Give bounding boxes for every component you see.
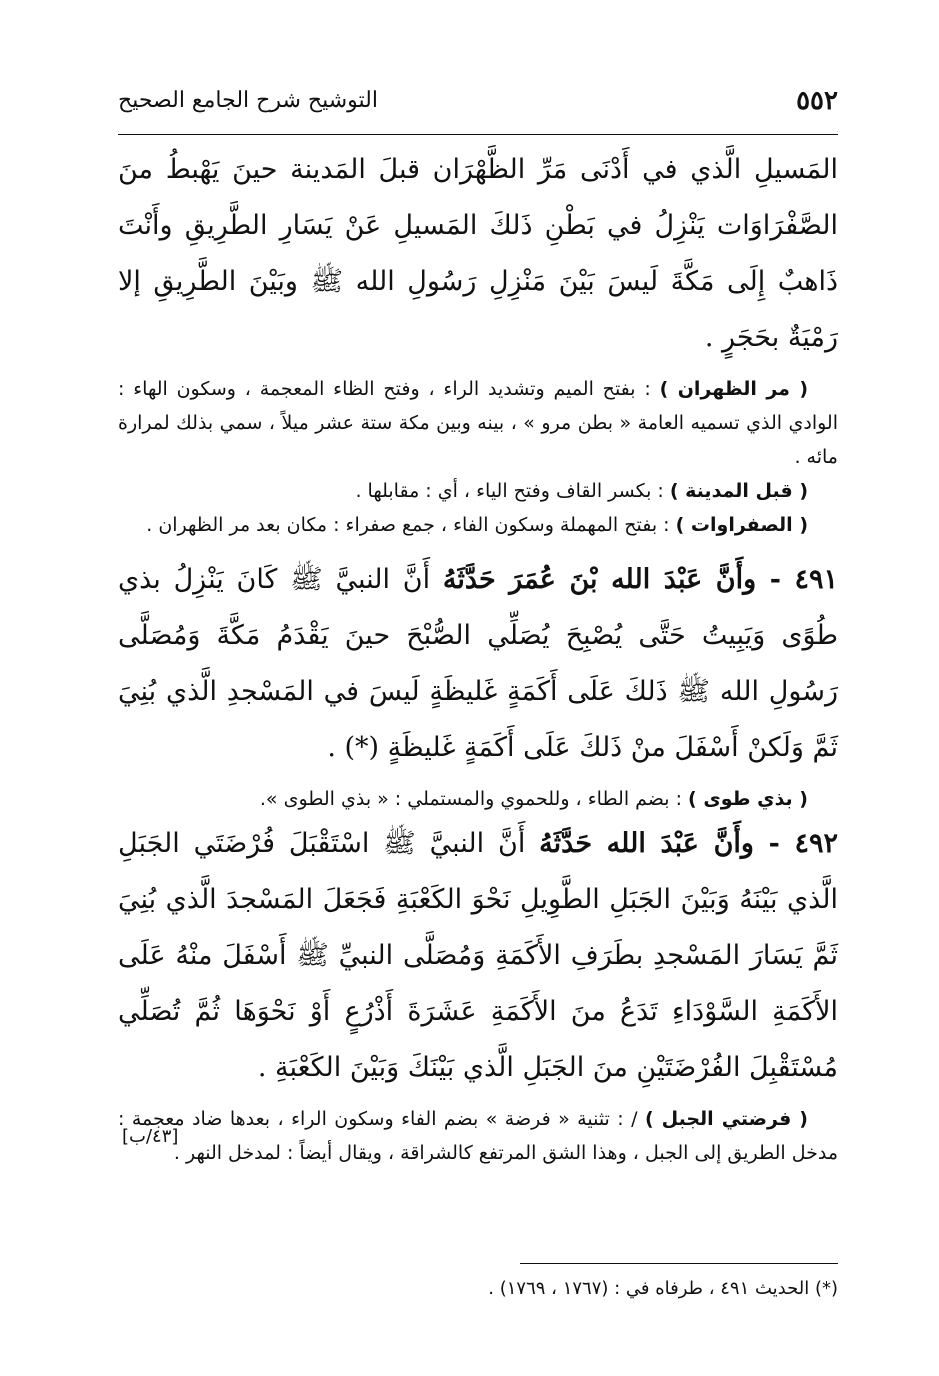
footnote: (*) الحديث ٤٩١ ، طرفاه في : (١٧٦٧ ، ١٧٦٩) . — [488, 1278, 838, 1299]
footnote-divider — [520, 1263, 838, 1264]
commentary-dhi-tuwa — [118, 782, 838, 816]
header-divider — [118, 134, 838, 135]
commentary-term: ( بذي طوى ) — [688, 788, 808, 810]
commentary-text: : بفتح المهملة وسكون الفاء ، جمع صفراء : مكان بعد مر الظهران . — [146, 514, 676, 536]
page-header — [118, 86, 838, 126]
hadith-continuation: المَسيلِ الَّذي في أَدْنَى مَرِّ الظَّهْرَان قبلَ المَدينة حينَ يَهْبطُ منَ الصَّفْرَاوَات يَنْزِلُ في بَطْنِ ذَلكَ المَسيلِ عَنْ يَسَارِ الطَّرِيقِ وأَنْتَ ذَاهبٌ إِلَى مَكَّةَ لَيسَ بَيْنَ مَنْزِلِ رَسُولِ الله ﷺ وبَيْنَ الطَّرِيقِ إلا رَمْيَةٌ بحَجَرٍ . — [118, 154, 838, 353]
commentary-qabl-al-madina — [118, 474, 838, 508]
commentary-furdati-al-jabal — [118, 1102, 838, 1170]
commentary-text: / : تثنية « فرضة » بضم الفاء وسكون الراء ، بعدها ضاد معجمة : مدخل الطريق إلى الجبل ، وهذا الشق المرتفع كالشراقة ، ويقال أيضاً : لمدخل النهر . — [118, 1108, 838, 1164]
running-title: التوشيح شرح الجامع الصحيح — [118, 88, 378, 113]
commentary-term: ( فرضتي الجبل ) — [644, 1108, 808, 1130]
hadith-number: ٤٩١ - — [756, 564, 839, 595]
hadith-491 — [118, 552, 838, 776]
hadith-isnad: وأَنَّ عَبْدَ الله بْنَ عُمَرَ حَدَّثَهُ — [442, 564, 757, 595]
hadith-text: أَنَّ النبيَّ ﷺ اسْتَقْبَلَ فُرْضَتَي الجَبَلِ الَّذي بَيْنَهُ وَبَيْنَ الجَبَلِ الطَّوِيلِ نَحْوَ الكَعْبَةِ فَجَعَلَ المَسْجدَ الَّذي بُنِيَ ثَمَّ يَسَارَ المَسْجدِ بطَرَفِ الأَكَمَةِ وَمُصَلَّى النبيِّ ﷺ أَسْفَلَ منْهُ عَلَى الأَكَمَةِ السَّوْدَاءِ تَدَعُ منَ الأَكَمَةِ عَشَرَةَ أَذْرُعٍ أَوْ نَحْوَهَا ثُمَّ تُصَلِّي مُسْتَقْبِلَ الفُرْضَتَيْنِ منَ الجَبَلِ الَّذي بَيْنَكَ وَبَيْنَ الكَعْبَةِ . — [118, 828, 838, 1083]
page-number: ٥٥٢ — [796, 86, 838, 116]
page-body — [118, 142, 838, 1170]
hadith-492 — [118, 816, 838, 1096]
commentary-term: ( قبل المدينة ) — [669, 480, 808, 502]
manuscript-folio-marker: [٤٣/ب] — [122, 1126, 179, 1147]
commentary-al-safrawat — [118, 508, 838, 542]
hadith-text: أَنَّ النبيَّ ﷺ كَانَ يَنْزِلُ بذي طُوًى وَيَبِيتُ حَتَّى يُصْبِحَ يُصَلِّي الصُّبْحَ حينَ يَقْدَمُ مَكَّةَ وَمُصَلَّى رَسُولِ الله ﷺ ذَلكَ عَلَى أَكَمَةٍ غَليظَةٍ لَيسَ في المَسْجدِ الَّذي بُنِيَ ثَمَّ وَلَكنْ أَسْفَلَ منْ ذَلكَ عَلَى أَكَمَةٍ غَليظَةٍ (*) . — [118, 564, 838, 763]
commentary-term: ( مر الظهران ) — [659, 378, 808, 400]
commentary-text: : بضم الطاء ، وللحموي والمستملي : « بذي الطوى ». — [259, 788, 689, 810]
hadith-isnad: وأَنَّ عَبْدَ الله حَدَّثَهُ — [539, 828, 754, 859]
commentary-term: ( الصفراوات ) — [675, 514, 808, 536]
commentary-text: : بكسر القاف وفتح الياء ، أي : مقابلها . — [355, 480, 670, 502]
commentary-text: : بفتح الميم وتشديد الراء ، وفتح الظاء المعجمة ، وسكون الهاء : الوادي الذي تسميه العامة « بطن مرو » ، بينه وبين مكة ستة عشر ميلاً ، سمي بذلك لمرارة مائه . — [118, 378, 838, 468]
hadith-number: ٤٩٢ - — [753, 828, 838, 859]
commentary-marr-al-zahran — [118, 372, 838, 474]
